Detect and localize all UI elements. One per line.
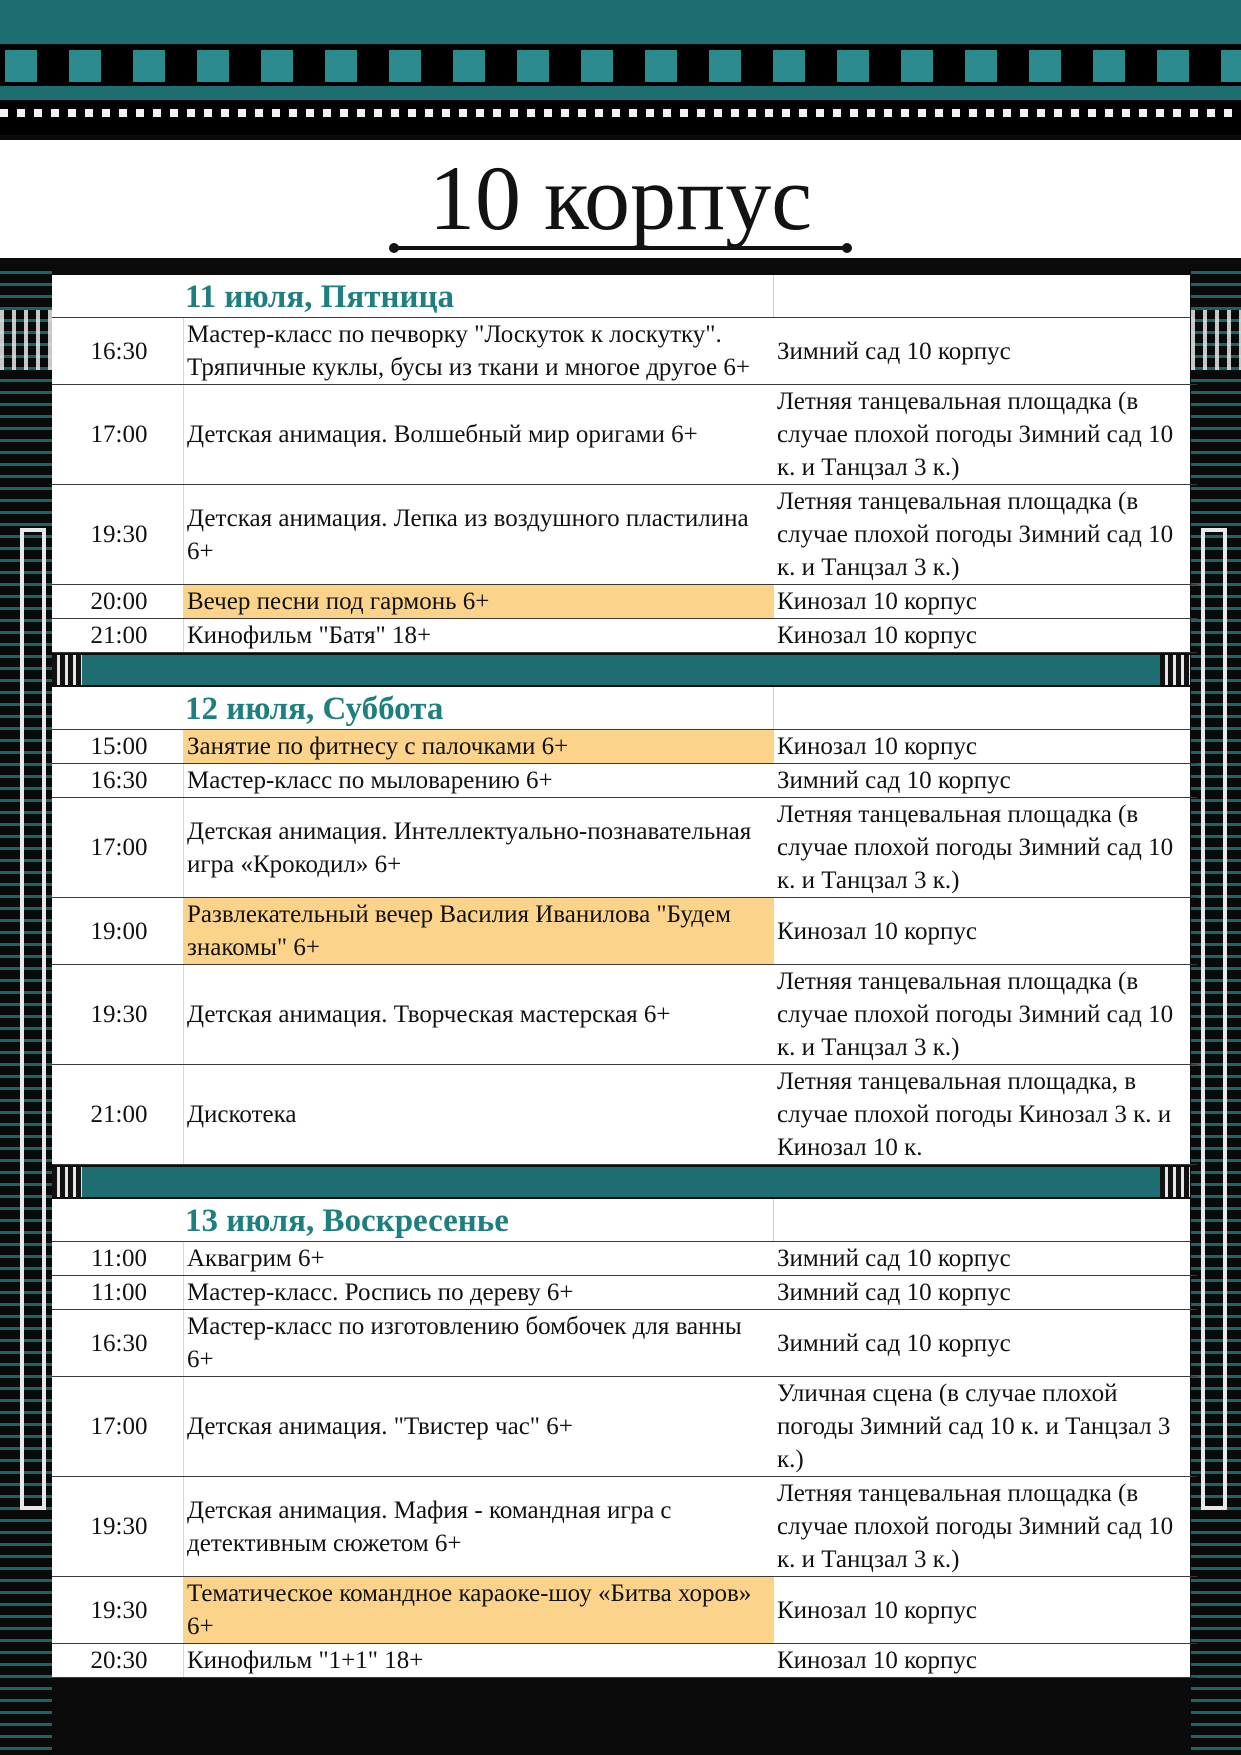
table-row [52, 764, 1197, 798]
event-title: Детская анимация. Мафия - командная игра с детективным сюжетом 6+ [184, 1477, 775, 1577]
event-location: Летняя танцевальная площадка (в случае плохой погоды Зимний сад 10 к. и Танцзал 3 к.) [774, 485, 1197, 585]
table-row [52, 485, 1197, 585]
event-title: Тематическое командное караоке-шоу «Битва хоров» 6+ [184, 1577, 775, 1644]
event-time: 16:30 [52, 1310, 184, 1377]
schedule-table [52, 1242, 1197, 1678]
event-title: Детская анимация. Волшебный мир оригами 6+ [184, 385, 775, 485]
table-row [52, 385, 1197, 485]
left-ornament [0, 310, 52, 370]
left-frame-ornament [20, 528, 46, 1510]
table-row [52, 585, 1197, 619]
day-header [52, 275, 1190, 318]
event-location: Летняя танцевальная площадка (в случае плохой погоды Зимний сад 10 к. и Танцзал 3 к.) [774, 385, 1197, 485]
event-location: Летняя танцевальная площадка (в случае плохой погоды Зимний сад 10 к. и Танцзал 3 к.) [774, 1477, 1197, 1577]
event-title: Кинофильм "Батя" 18+ [184, 619, 775, 653]
table-row [52, 619, 1197, 653]
event-location: Зимний сад 10 корпус [774, 1310, 1197, 1377]
event-time: 20:30 [52, 1644, 184, 1678]
day-title: 11 июля, Пятница [185, 279, 454, 315]
event-location: Кинозал 10 корпус [774, 730, 1197, 764]
table-row [52, 730, 1197, 764]
event-title: Дискотека [184, 1065, 775, 1165]
table-row [52, 798, 1197, 898]
event-location: Зимний сад 10 корпус [774, 1276, 1197, 1310]
table-row [52, 1377, 1197, 1477]
table-row [52, 1065, 1197, 1165]
schedule [52, 275, 1190, 1678]
event-location: Кинозал 10 корпус [774, 1577, 1197, 1644]
event-time: 19:00 [52, 898, 184, 965]
teal-stripe-mid [0, 86, 1241, 100]
schedule-table [52, 318, 1197, 653]
column-divider [773, 687, 774, 729]
day-separator [52, 653, 1190, 687]
right-ornament [1191, 310, 1241, 370]
table-row [52, 898, 1197, 965]
day-title: 12 июля, Суббота [185, 691, 444, 727]
day-header [52, 1199, 1190, 1242]
event-time: 17:00 [52, 385, 184, 485]
schedule-table [52, 730, 1197, 1165]
event-time: 19:30 [52, 1477, 184, 1577]
event-title: Детская анимация. Интеллектуально-познавательная игра «Крокодил» 6+ [184, 798, 775, 898]
film-perforation-pattern [0, 109, 1241, 117]
event-title: Мастер-класс по мыловарению 6+ [184, 764, 775, 798]
event-time: 21:00 [52, 1065, 184, 1165]
event-location: Зимний сад 10 корпус [774, 318, 1197, 385]
event-title: Детская анимация. Творческая мастерская 6+ [184, 965, 775, 1065]
day-section [52, 1199, 1190, 1678]
event-title: Мастер-класс по изготовлению бомбочек для ванны 6+ [184, 1310, 775, 1377]
column-divider [773, 1199, 774, 1241]
event-title: Аквагрим 6+ [184, 1242, 775, 1276]
table-row [52, 1310, 1197, 1377]
table-row [52, 965, 1197, 1065]
right-frame-ornament [1201, 528, 1227, 1510]
event-location: Летняя танцевальная площадка (в случае плохой погоды Зимний сад 10 к. и Танцзал 3 к.) [774, 798, 1197, 898]
event-time: 16:30 [52, 764, 184, 798]
event-location: Зимний сад 10 корпус [774, 764, 1197, 798]
event-location: Кинозал 10 корпус [774, 619, 1197, 653]
event-location: Зимний сад 10 корпус [774, 1242, 1197, 1276]
event-time: 20:00 [52, 585, 184, 619]
event-time: 16:30 [52, 318, 184, 385]
event-title: Кинофильм "1+1" 18+ [184, 1644, 775, 1678]
event-title: Вечер песни под гармонь 6+ [184, 585, 775, 619]
event-location: Летняя танцевальная площадка (в случае плохой погоды Зимний сад 10 к. и Танцзал 3 к.) [774, 965, 1197, 1065]
event-time: 15:00 [52, 730, 184, 764]
film-strip-pattern [0, 50, 1241, 82]
table-row [52, 1477, 1197, 1577]
event-title: Занятие по фитнесу с палочками 6+ [184, 730, 775, 764]
day-section [52, 275, 1190, 653]
day-header [52, 687, 1190, 730]
event-location: Уличная сцена (в случае плохой погоды Зимний сад 10 к. и Танцзал 3 к.) [774, 1377, 1197, 1477]
event-location: Летняя танцевальная площадка, в случае плохой погоды Кинозал 3 к. и Кинозал 10 к. [774, 1065, 1197, 1165]
event-title: Детская анимация. Лепка из воздушного пластилина 6+ [184, 485, 775, 585]
table-row [52, 318, 1197, 385]
event-time: 17:00 [52, 1377, 184, 1477]
table-row [52, 1276, 1197, 1310]
title-box [0, 140, 1241, 258]
table-row [52, 1644, 1197, 1678]
event-time: 17:00 [52, 798, 184, 898]
page-title: 10 корпус [393, 150, 848, 250]
event-location: Кинозал 10 корпус [774, 585, 1197, 619]
event-time: 19:30 [52, 965, 184, 1065]
event-location: Кинозал 10 корпус [774, 898, 1197, 965]
event-time: 11:00 [52, 1242, 184, 1276]
event-time: 21:00 [52, 619, 184, 653]
column-divider [773, 275, 774, 317]
event-title: Мастер-класс по печворку "Лоскуток к лоскутку". Тряпичные куклы, бусы из ткани и многое другое 6+ [184, 318, 775, 385]
event-title: Детская анимация. "Твистер час" 6+ [184, 1377, 775, 1477]
day-separator [52, 1165, 1190, 1199]
day-title: 13 июля, Воскресенье [185, 1203, 509, 1239]
event-time: 19:30 [52, 1577, 184, 1644]
event-title: Развлекательный вечер Василия Иванилова "Будем знакомы" 6+ [184, 898, 775, 965]
event-location: Кинозал 10 корпус [774, 1644, 1197, 1678]
table-row [52, 1577, 1197, 1644]
event-title: Мастер-класс. Роспись по дереву 6+ [184, 1276, 775, 1310]
header-band [0, 0, 1241, 135]
teal-stripe-top [0, 0, 1241, 44]
day-section [52, 687, 1190, 1165]
event-time: 11:00 [52, 1276, 184, 1310]
table-row [52, 1242, 1197, 1276]
event-time: 19:30 [52, 485, 184, 585]
